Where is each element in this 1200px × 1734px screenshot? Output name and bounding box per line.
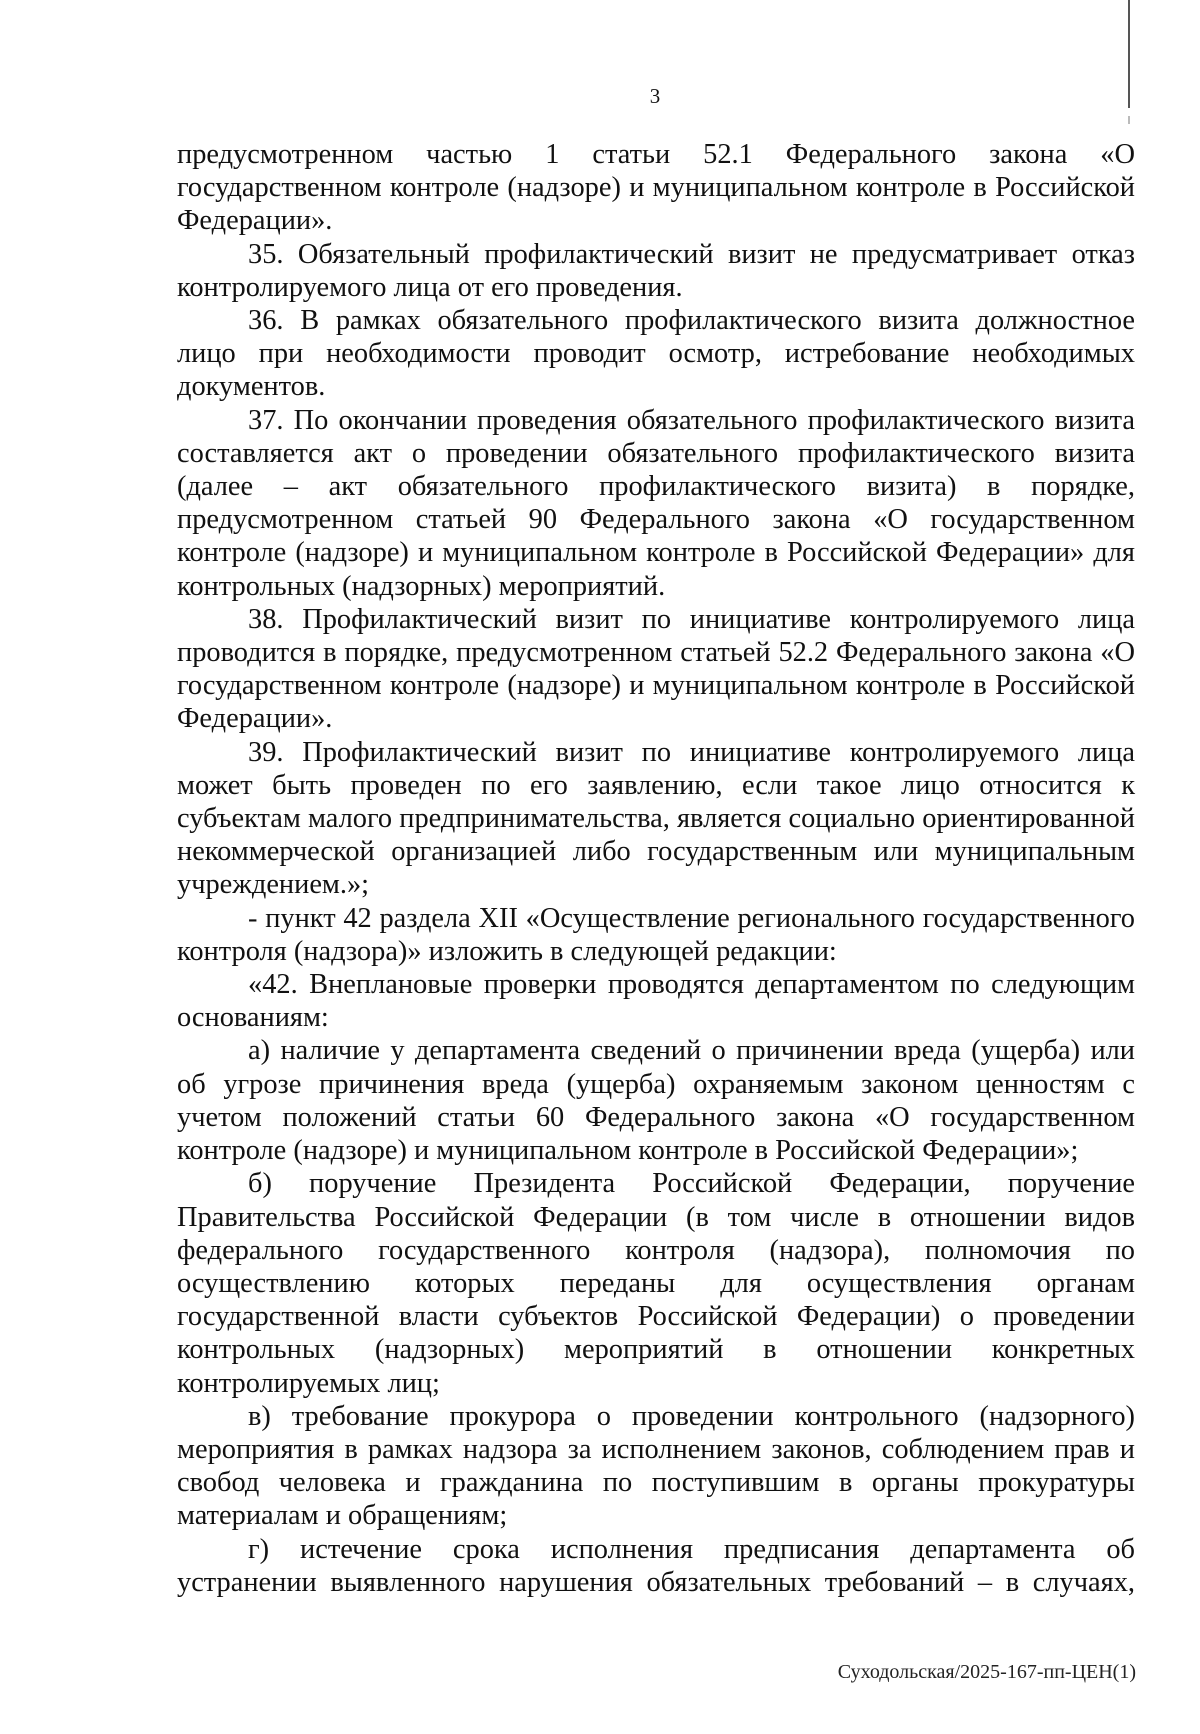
page-number: 3 <box>649 84 661 108</box>
document-body <box>177 138 1135 1599</box>
document-footer-code: Суходольская/2025-167-пп-ЦЕН(1) <box>837 1661 1136 1683</box>
paragraph: в) требование прокурора о проведении контрольного (надзорного) мероприятия в рамках надзора за исполнением законов, соблюдением прав и свобод человека и гражданина по поступившим в органы прокуратуры материалам и обращениям; <box>177 1400 1135 1532</box>
paragraph: 35. Обязательный профилактический визит не предусматривает отказ контролируемого лица от его проведения. <box>177 238 1135 303</box>
paragraph: 37. По окончании проведения обязательного профилактического визита составляется акт о проведении обязательного профилактического визита (далее – акт обязательного профилактического визита) в порядке, предусмотренном статьей 90 Федерального закона «О государственном контроле (надзоре) и муниципальном контроле в Российской Федерации» для контрольных (надзорных) мероприятий. <box>177 404 1135 602</box>
paragraph: «42. Внеплановые проверки проводятся департаментом по следующим основаниям: <box>177 969 1135 1034</box>
paragraph: а) наличие у департамента сведений о причинении вреда (ущерба) или об угрозе причинения вреда (ущерба) охраняемым законом ценностям с учетом положений статьи 60 Федерального закона «О государственном контроле (надзоре) и муниципальном контроле в Российской Федерации»; <box>177 1035 1135 1167</box>
paragraph: б) поручение Президента Российской Федерации, поручение Правительства Российской Федерации (в том числе в отношении видов федерального государственного контроля (надзора), полномочия по осуществлению которых переданы для осуществления органам государственной власти субъектов Российской Федерации) о проведении контрольных (надзорных) мероприятий в отношении конкретных контролируемых лиц; <box>177 1168 1135 1399</box>
paragraph: предусмотренном частью 1 статьи 52.1 Федерального закона «О государственном контроле (надзоре) и муниципальном контроле в Российской Федерации». <box>177 139 1135 237</box>
paragraph: - пункт 42 раздела XII «Осуществление регионального государственного контроля (надзора)» изложить в следующей редакции: <box>177 902 1135 967</box>
paragraph: г) истечение срока исполнения предписания департамента об устранении выявленного нарушения обязательных требований – в случаях, <box>177 1533 1135 1598</box>
paragraph: 39. Профилактический визит по инициативе контролируемого лица может быть проведен по его заявлению, если такое лицо относится к субъектам малого предпринимательства, является социально ориентированной некоммерческой организацией либо государственным или муниципальным учреждением.»; <box>177 736 1135 901</box>
paragraph: 36. В рамках обязательного профилактического визита должностное лицо при необходимости проводит осмотр, истребование необходимых документов. <box>177 305 1135 403</box>
paragraph: 38. Профилактический визит по инициативе контролируемого лица проводится в порядке, предусмотренном статьей 52.2 Федерального закона «О государственном контроле (надзоре) и муниципальном контроле в Российской Федерации». <box>177 603 1135 735</box>
scan-edge-mark <box>1128 116 1130 124</box>
